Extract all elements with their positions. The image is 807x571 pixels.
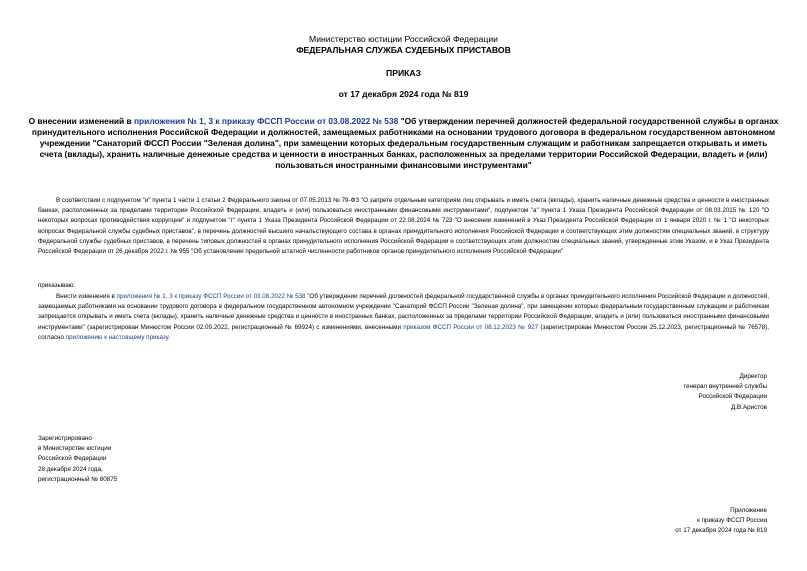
order-text-a: Внести изменения в [56,293,117,300]
preamble-paragraph: В соответствии с подпунктом "и" пункта 1 части 1 статьи 2 Федерального закона от 07.05.2013 № 79-ФЗ "О запрете отдельным категориям лиц открывать и иметь счета (вклады), хранить наличные денежные средства и ценности в иностранных банках, расположенных за пределами территории Российской Федерации, владеть и (или) пользоваться иностранными финансовыми инструментами", подпунктом "а" пункта 1 Указа Президента Российской Федерации от 08.03.2015 № 120 "О некоторых вопросах противодействия коррупции" и подпунктом "г" пункта 1 Указа Президента Российской Федерации от 22.08.2024 № 723 "О внесении изменений в Указ Президента Российской Федерации от 1 января 2020 г. № 1 "О некоторых вопросах Федеральной службы судебных приставов", в перечень должностей высшего начальствующего состава в органах принудительного исполнения Российской Федерации и соответствующих этим должностям специальных званий, в структуру Федеральной службы судебных приставов, в перечень типовых должностей в органах принудительного исполнения Российской Федерации и соответствующих этим должностям специальных званий, утвержденные этим Указом, и в Указ Президента Российской Федерации от 26 декабря 2022 г. № 955 "Об установлении предельной штатной численности работников органов принудительного исполнения Российской Федерации" [38,197,769,256]
signature-position: Директор [739,373,767,380]
order-link-amendment[interactable]: приказом ФССП России от 08.12.2023 № 927 [403,323,539,331]
signature-block [684,372,767,413]
appendix-label: Приложение [730,507,767,514]
appendix-date: от 17 декабря 2024 года № 819 [675,527,767,535]
signature-name: Д.В.Аристов [731,403,767,411]
ministry-name: Министерство юстиции Российской Федерации [309,34,498,44]
registration-line-5: регистрационный № 80875 [38,475,118,483]
signature-rank-country: Российской Федерации [698,393,767,401]
title-prefix: О внесении изменений в [28,116,134,126]
doc-date: от 17 декабря 2024 года № 819 [338,89,469,99]
appendix-block [675,506,767,537]
registration-line-4: 28 декабря 2024 года, [38,465,103,473]
doc-type: ПРИКАЗ [386,68,421,78]
order-link-appendices[interactable]: приложения № 1, 3 к приказу ФССП России от 03.08.2022 № 538 [116,293,306,300]
order-text-b: "Об утверждении перечней должностей федеральной государственной службы в органах принудительного исполнения Российской Федерации и должностей, замещаемых работниками на основании трудового договора в федеральном государственном автономном учреждении "Санаторий ФССП России "Зеленая долина", при замещении которых федеральным государственным служащим и работникам запрещается открывать и иметь счета (вклады), хранить наличные денежные средства и ценности в иностранных банках, расположенных за пределами территории Российской Федерации, владеть и (или) пользоваться иностранными финансовыми инструментами" (зарегистрирован Минюстом России 02.09.2022, регистрационный № 69924) с изменениями, внесенными [38,293,769,331]
document-title [28,116,779,171]
order-paragraph [38,292,769,343]
order-word: приказываю: [38,282,76,289]
title-rest: "Об утверждении перечней должностей федеральной государственной службы в органах принудительного исполнения Российской Федерации и должностей, замещаемых работниками на основании трудового договора в федеральном государственном автономном учреждении "Санаторий ФССП России "Зеленая долина", при замещении которых федеральным государственным служащим и работникам запрещается открывать и иметь счета (вклады), хранить наличные денежные средства и ценности в иностранных банках, расположенных за пределами территории Российской Федерации, владеть и (или) пользоваться иностранными финансовыми инструментами" [31,116,779,170]
registration-block [38,434,117,485]
title-link[interactable]: приложения № 1, 3 к приказу ФССП России от 03.08.2022 № 538 [134,116,399,126]
appendix-ref: к приказу ФССП России [697,517,767,525]
registration-line-3: Российской Федерации [38,455,107,463]
service-name: ФЕДЕРАЛЬНАЯ СЛУЖБА СУДЕБНЫХ ПРИСТАВОВ [296,45,511,55]
registration-line-2: в Министерстве юстиции [38,445,112,453]
signature-rank: генерал внутренней службы [683,383,767,391]
order-text-d: . [168,333,170,341]
order-text-c: (зарегистрирован Минюстом России 25.12.2023, регистрационный № 76578), согласно [38,323,769,341]
order-link-appendix[interactable]: приложению к настоящему приказу [65,333,169,341]
registration-line-1: Зарегистрировано [38,435,92,442]
